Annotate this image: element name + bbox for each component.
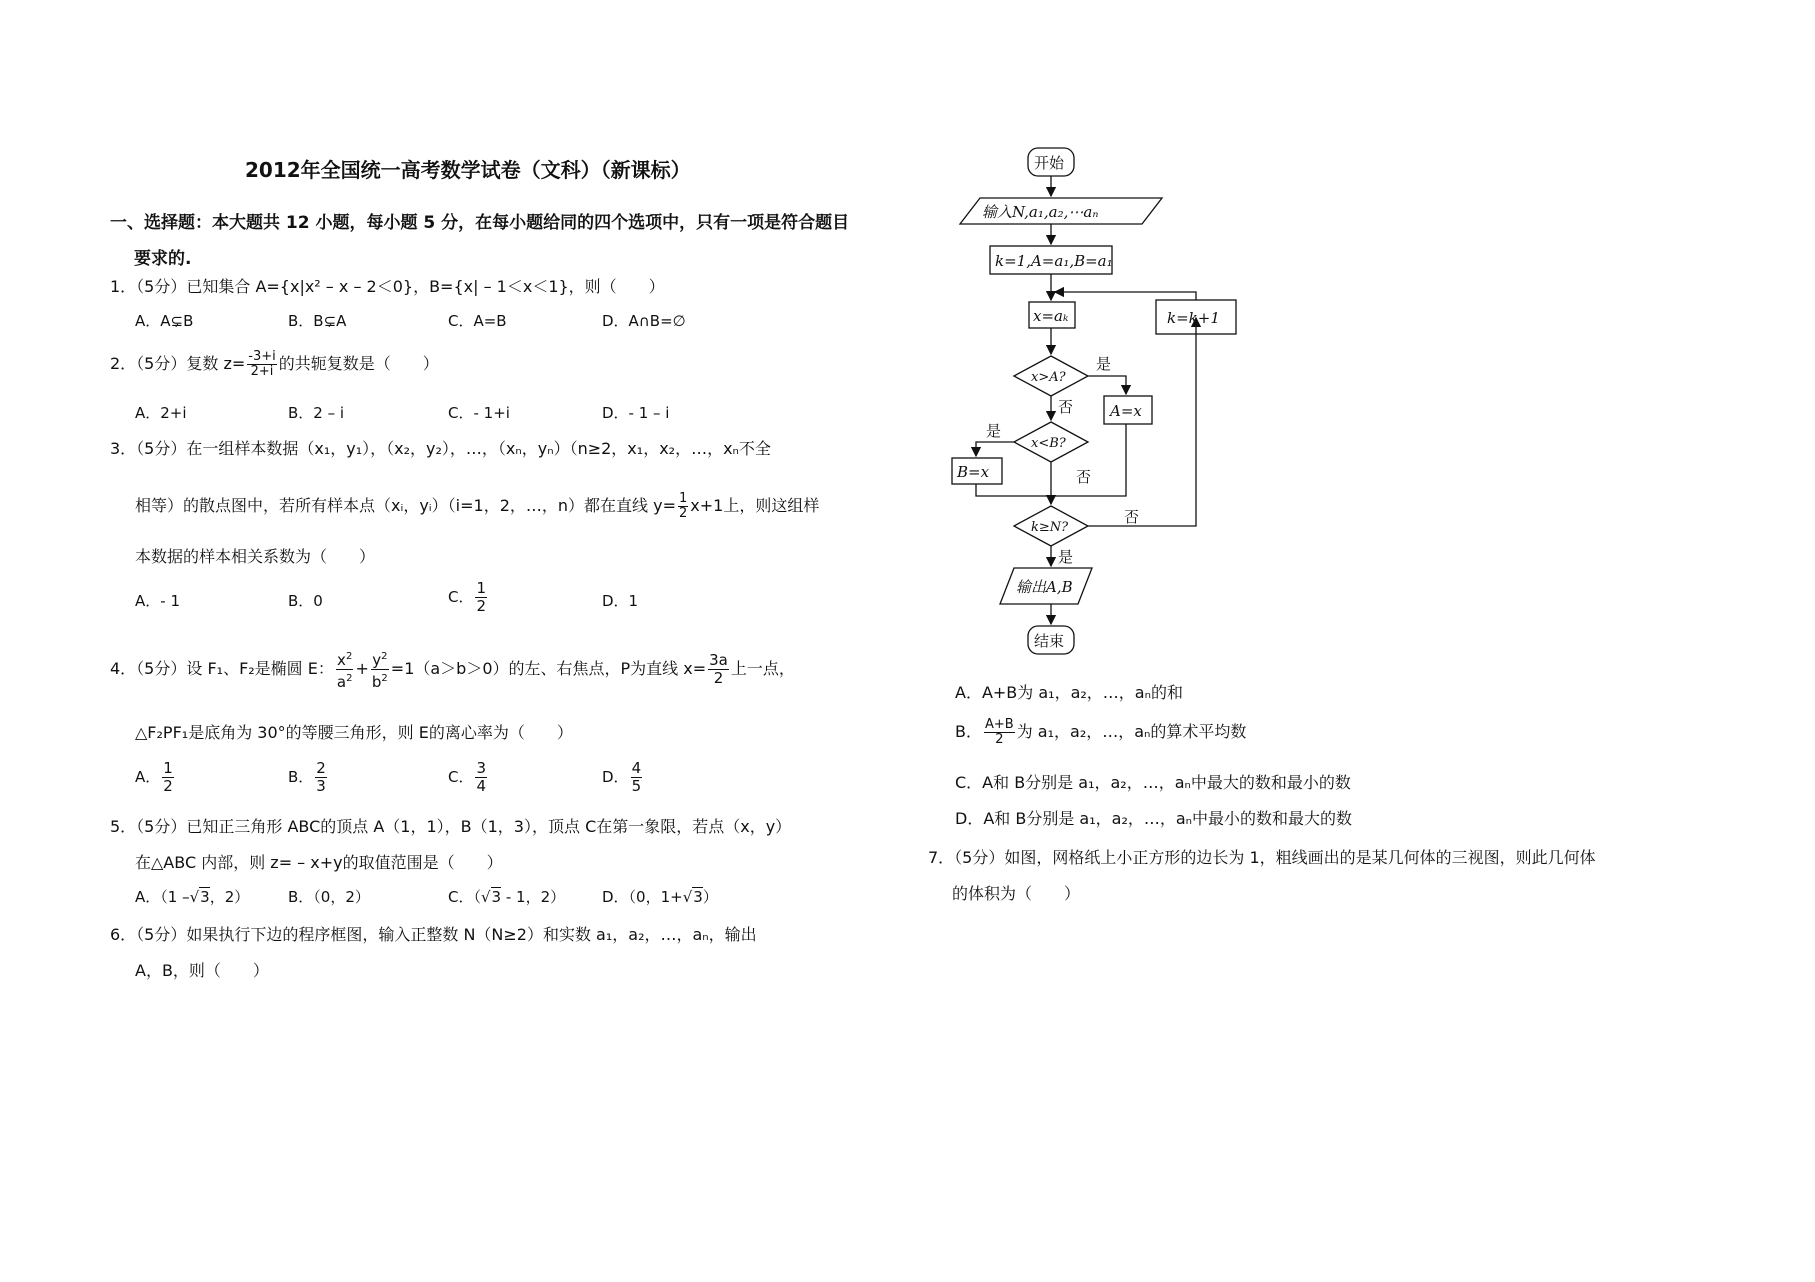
question-7-line2: 的体积为（ ） [952,884,1081,903]
q4-option-a-fraction [162,760,174,795]
q4-option-a-label: A． [135,768,161,786]
flow-output-label: 输出A,B [1016,578,1073,596]
section-heading-line1: 一、选择题：本大题共 12 小题，每小题 5 分，在每小题给同的四个选项中，只有一项是符合题目 [110,213,850,233]
q4-option-d-fraction [631,760,643,795]
q5-optc-post: - 1，2） [501,888,566,906]
q2-stem-pre: 2．（5分）复数 z= [110,354,246,373]
q4-opta-den: 2 [163,777,173,795]
q1-option-d: D．A∩B=∅ [602,312,686,330]
q4-opta-num: 1 [163,759,173,777]
q5-opta-pre: A．（1 – [135,888,190,906]
q4-line1-pre: 4．（5分）设 F₁、F₂是椭圆 E： [110,659,334,678]
q4-line1-den: 2 [713,669,724,687]
q2-stem-post: 的共轭复数是（ ） [278,354,439,373]
q3-line2-num: 1 [678,491,688,506]
q6-optb-num: A+B [984,717,1014,732]
question-5-line1: 5．（5分）已知正三角形 ABC的顶点 A（1，1），B（1，3），顶点 C在第一象限，若点（x，y） [110,817,792,836]
q3-line2-pre: 相等）的散点图中，若所有样本点（xᵢ，yᵢ）（i=1，2，…，n）都在直线 y= [135,496,676,515]
q4-optb-den: 3 [316,777,326,795]
q1-option-a: A．A⊊B [135,312,194,330]
q5-option-d: D．（0，1+√3） [602,888,718,906]
q4-frac-y [371,648,389,691]
page-title: 2012年全国统一高考数学试卷（文科）（新课标） [245,158,691,182]
q4-option-b-label: B． [288,768,314,786]
q4-frac-x [336,648,354,691]
q4-option-d [602,760,644,795]
q5-optd-pre: D．（0，1+ [602,888,683,906]
q5-optd-post: ） [702,888,718,906]
q4-line1-mid: =1（a＞b＞0）的左、右焦点，P为直线 x= [390,659,707,678]
program-flowchart [930,140,1250,660]
q6-optb-fraction [984,718,1015,747]
section-heading-line2: 要求的. [134,249,192,269]
q2-option-b: B．2 – i [288,404,345,422]
q4-x-num [336,648,354,670]
q2-fraction [247,350,276,379]
question-1-stem: 1．（5分）已知集合 A={x|x² – x – 2＜0}，B={x| – 1＜x＜1}，则（ ） [110,277,665,296]
q5-option-a: A．（1 –√3，2） [135,888,250,906]
q4-optd-den: 5 [631,777,642,795]
question-2-stem [110,350,439,379]
flow-cond3-label: k≥N? [1031,520,1069,535]
q2-option-d: D．- 1 – i [602,404,670,422]
q4-b-den [371,670,389,691]
q6-option-c: C．A和 B分别是 a₁，a₂，…，aₙ中最大的数和最小的数 [955,773,1351,792]
q4-optc-den: 4 [476,777,487,795]
q5-optc-sqrt: 3 [491,888,502,906]
q5-option-b: B．（0，2） [288,888,370,906]
flow-cond2-label: x<B? [1031,436,1066,451]
q2-frac-den: 2+i [250,364,274,379]
question-5-line2: 在△ABC 内部，则 z= – x+y的取值范围是（ ） [135,853,503,872]
flow-setB-label: B=x [957,463,990,481]
q3-line2-den: 2 [678,506,688,521]
q4-line1-post: 上一点， [730,659,795,678]
q3-option-d: D．1 [602,592,639,610]
question-6-line2: A，B，则（ ） [135,961,269,980]
question-3-line1: 3．（5分）在一组样本数据（x₁，y₁），（x₂，y₂），…，（xₙ，yₙ）（n≥2，x₁，x₂，…，xₙ不全 [110,439,771,458]
q4-x: x [337,651,346,669]
q6-option-b [955,718,1246,747]
q3-line2-post: x+1上，则这组样 [690,496,820,515]
question-7-line1: 7．（5分）如图，网格纸上小正方形的边长为 1，粗线画出的是某几何体的三视图，则此几何体 [928,848,1596,867]
question-3-line2 [135,492,819,521]
q6-option-d: D．A和 B分别是 a₁，a₂，…，aₙ中最小的数和最大的数 [955,809,1353,828]
q3-optc-den: 2 [476,597,487,615]
flow-inc-label: k=k+1 [1167,309,1220,327]
flow-start-label: 开始 [1034,154,1065,172]
q5-opta-sqrt: 3 [200,888,210,906]
flow-init-label: k=1,A=a₁,B=a₁ [995,252,1113,270]
q3-option-b: B．0 [288,592,323,610]
flow-cond2-yes: 是 [986,422,1002,440]
q4-option-b [288,760,329,795]
q6-option-a: A．A+B为 a₁，a₂，…，aₙ的和 [955,683,1183,702]
q4-x-sup: 2 [345,651,353,662]
q2-option-c: C．- 1+i [448,404,510,422]
q4-a-sup: 2 [346,673,353,684]
flow-cond3-yes: 是 [1058,548,1074,566]
q4-option-c [448,760,489,795]
question-4-line1: 4．（5分）设 F₁、F₂是椭圆 E： $\frac{x^2}{a^2}$ + $\frac{y^2}{b^2}$ =1（a＞b＞0）的左、右焦点，P为直线 x= $\frac{3a}{2}$ 上一点， [110,648,795,691]
q3-option-c [448,580,489,615]
q4-option-a [135,760,176,795]
q4-y-num [371,648,389,670]
q4-line1-num: 3a [709,651,728,669]
q4-optd-num: 4 [631,759,642,777]
q5-optc-pre: C．（ [448,888,481,906]
question-6-line1: 6．（5分）如果执行下边的程序框图，输入正整数 N（N≥2）和实数 a₁，a₂，…，aₙ，输出 [110,925,757,944]
q4-a: a [336,673,347,691]
q3-optc-num: 1 [476,579,487,597]
q3-option-a: A．- 1 [135,592,180,610]
q3-line2-fraction [678,492,688,521]
q3-option-c-label: C． [448,588,474,606]
question-4-line2: △F₂PF₁是底角为 30°的等腰三角形，则 E的离心率为（ ） [135,723,573,742]
section-heading [110,205,910,277]
q4-b: b [371,673,382,691]
q6-optb-den: 2 [995,732,1004,747]
q1-option-b: B．B⊊A [288,312,347,330]
q2-frac-num: -3+i [248,349,276,364]
q4-option-c-label: C． [448,768,474,786]
flow-assign-label: x=aₖ [1033,307,1069,325]
q4-optb-num: 2 [316,759,326,777]
q4-line1-fraction [708,652,729,687]
q3-option-c-fraction [475,580,487,615]
q4-option-d-label: D． [602,768,629,786]
flow-cond2-no: 否 [1076,468,1092,486]
q4-optc-num: 3 [476,759,487,777]
q2-option-a: A．2+i [135,404,187,422]
q5-optd-sqrt: 3 [693,888,703,906]
q1-option-c: C．A=B [448,312,507,330]
q4-option-c-fraction [475,760,487,795]
q4-a-den [336,670,354,691]
q5-option-c: C．（√3 - 1，2） [448,888,566,906]
q4-y-sup: 2 [381,651,388,662]
question-7 [928,840,1596,912]
flow-setA-label: A=x [1110,402,1142,420]
flow-cond1-yes: 是 [1096,355,1112,373]
q4-y: y [372,651,382,669]
q4-option-b-fraction [315,760,327,795]
q4-b-sup: 2 [381,673,388,684]
flow-cond3-no: 否 [1124,508,1140,526]
q5-opta-post: ，2） [209,888,250,906]
q6-optb-pre: B． [955,722,982,741]
question-3-line3: 本数据的样本相关系数为（ ） [135,547,376,566]
flow-cond1-no: 否 [1058,398,1074,416]
q6-optb-post: 为 a₁，a₂，…，aₙ的算术平均数 [1016,722,1247,741]
flow-input-label: 输入N,a₁,a₂,⋯aₙ [982,203,1099,221]
flow-cond1-label: x>A? [1031,370,1066,385]
flow-end-label: 结束 [1034,632,1065,650]
